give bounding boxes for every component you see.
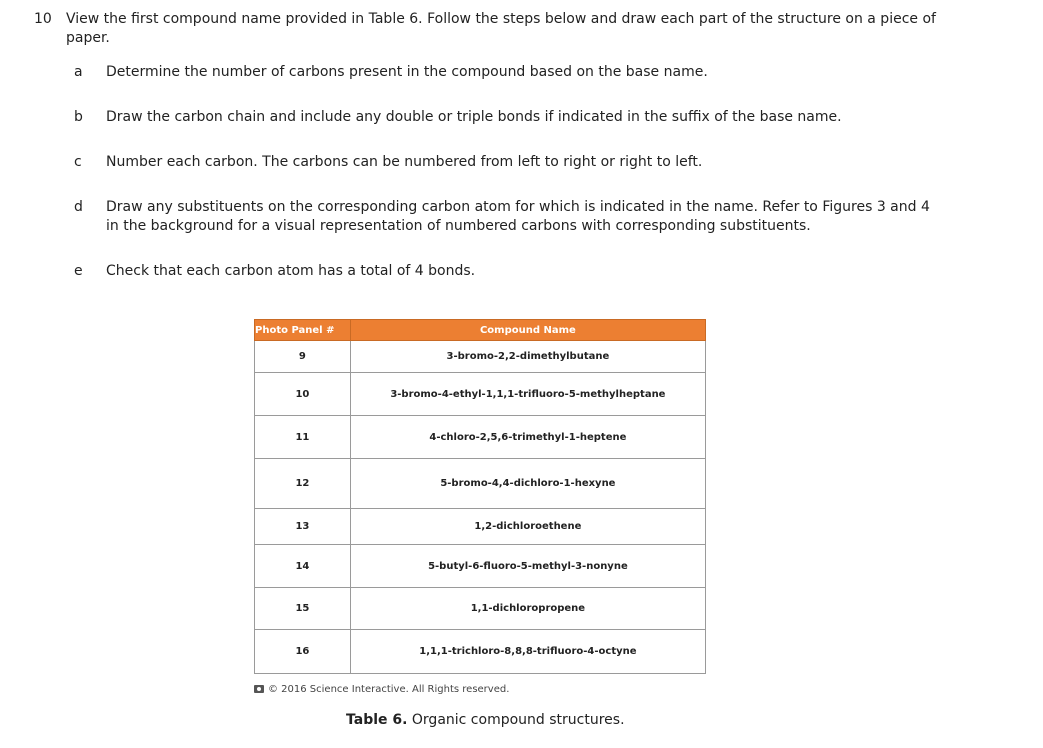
copyright-notice [254,683,509,697]
compound-name: 5-bromo-4,4-dichloro-1-hexyne [350,459,705,509]
table-row [255,416,706,459]
table-caption [346,711,625,730]
step-text: Draw the carbon chain and include any double or triple bonds if indicated in the suffix of the base name. [106,109,842,125]
table-header-row [255,320,706,341]
table-row [255,588,706,630]
compound-name: 3-bromo-2,2-dimethylbutane [350,341,705,373]
step-letter: c [74,154,82,170]
step-letter: a [74,64,83,80]
compound-name: 4-chloro-2,5,6-trimethyl-1-heptene [350,416,705,459]
panel-number: 9 [255,341,351,373]
header-compound-name: Compound Name [350,320,705,341]
compound-table [254,319,706,674]
question-text: View the first compound name provided in Table 6. Follow the steps below and draw each part of the structure on a piece of paper. [66,11,936,46]
step-text: Number each carbon. The carbons can be numbered from left to right or right to left. [106,154,703,170]
table-row [255,341,706,373]
panel-number: 11 [255,416,351,459]
compound-name: 5-butyl-6-fluoro-5-methyl-3-nonyne [350,545,705,588]
compound-name: 1,1-dichloropropene [350,588,705,630]
panel-number: 14 [255,545,351,588]
table-caption-label: Table 6. [346,712,408,728]
camera-icon [254,685,264,693]
step-text: Check that each carbon atom has a total of 4 bonds. [106,263,476,279]
compound-name: 1,1,1-trichloro-8,8,8-trifluoro-4-octyne [350,630,705,674]
compound-name: 3-bromo-4-ethyl-1,1,1-trifluoro-5-methylheptane [350,373,705,416]
panel-number: 10 [255,373,351,416]
copyright-text: © 2016 Science Interactive. All Rights reserved. [268,684,510,695]
table-row [255,509,706,545]
step-letter: d [74,199,83,215]
table-row [255,373,706,416]
step-text: Draw any substituents on the corresponding carbon atom for which is indicated in the name. Refer to Figures 3 and 4 in the background for a visual representation of numbered carbons with corresponding substituents. [106,199,930,234]
compound-name: 1,2-dichloroethene [350,509,705,545]
table-row [255,459,706,509]
step-letter: e [74,263,83,279]
table-caption-text: Organic compound structures. [411,712,625,728]
question-number: 10 [34,11,52,27]
panel-number: 12 [255,459,351,509]
panel-number: 15 [255,588,351,630]
step-letter: b [74,109,83,125]
panel-number: 13 [255,509,351,545]
table-row [255,630,706,674]
header-photo-panel: Photo Panel # [255,320,351,341]
step-text: Determine the number of carbons present in the compound based on the base name. [106,64,708,80]
table-row [255,545,706,588]
panel-number: 16 [255,630,351,674]
